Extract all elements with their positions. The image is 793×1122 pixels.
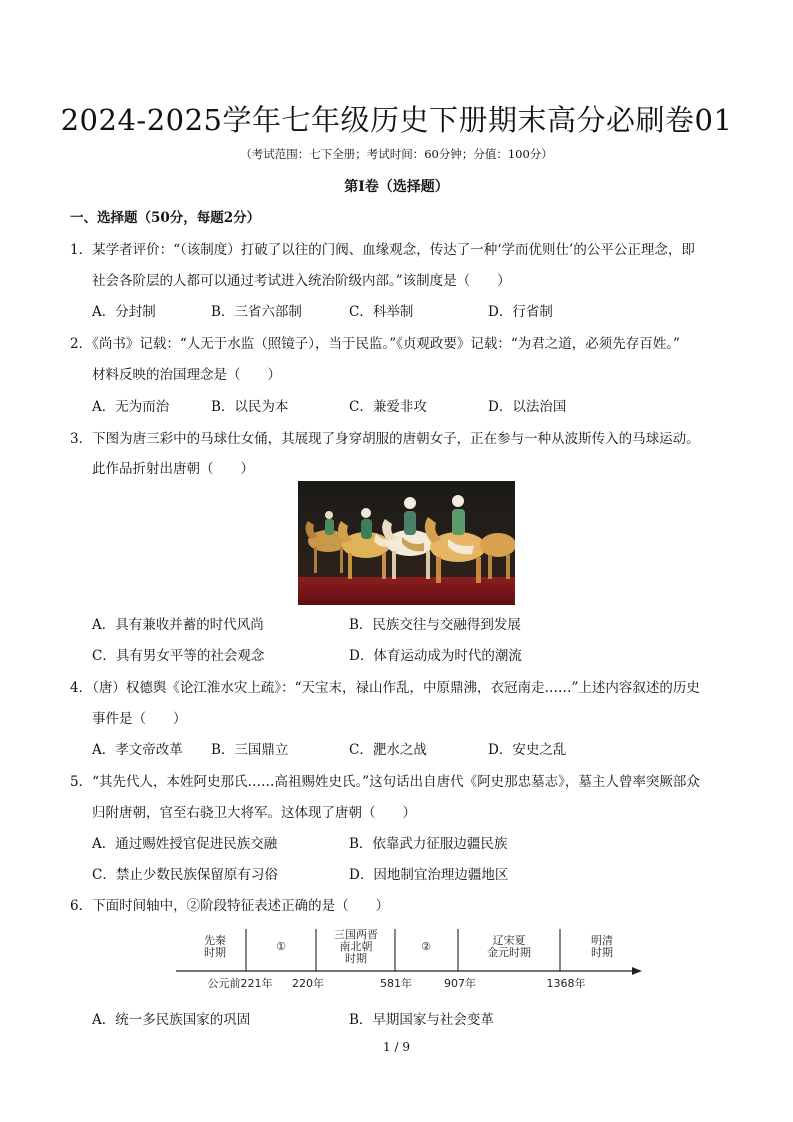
question-1-option-a: A．分封制 <box>92 304 156 320</box>
question-2-option-b: B．以民为本 <box>211 399 289 415</box>
timeline-tick-label: 581年 <box>380 977 412 990</box>
question-4-option-b: B．三国鼎立 <box>211 742 289 758</box>
timeline-segment-2: ② <box>421 940 431 953</box>
question-5-line-2: 归附唐朝，官至右骁卫大将军。这体现了唐朝（ ） <box>92 805 416 821</box>
question-5-option-b: B．依靠武力征服边疆民族 <box>349 836 508 852</box>
question-4-line-2: 事件是（ ） <box>92 711 187 727</box>
question-3-line-2: 此作品折射出唐朝（ ） <box>92 461 254 477</box>
section-title: 第Ⅰ卷（选择题） <box>344 179 449 195</box>
question-4-line-1: 4．（唐）权德舆《论江淮水灾上疏》：“天宝末，禄山作乱，中原鼎沸，衣冠南走……”上述内容叙述的历史 <box>70 680 700 696</box>
timeline-tick-label: 220年 <box>292 977 324 990</box>
question-1-line-2: 社会各阶层的人都可以通过考试进入统治阶级内部。”该制度是（ ） <box>92 273 511 289</box>
question-3-option-d: D．体育运动成为时代的潮流 <box>349 648 522 664</box>
question-4-option-c: C．淝水之战 <box>349 742 427 758</box>
question-6-line-1: 6．下面时间轴中，②阶段特征表述正确的是（ ） <box>70 898 390 914</box>
history-timeline <box>170 925 645 995</box>
timeline-segment-1: ① <box>276 940 286 953</box>
question-4-option-d: D．安史之乱 <box>488 742 567 758</box>
timeline-segment-ming-qing: 明清时期 <box>591 934 613 959</box>
question-3-option-a: A．具有兼收并蓄的时代风尚 <box>92 617 264 633</box>
tang-sancai-polo-figurines-photo <box>298 481 515 605</box>
question-5-option-d: D．因地制宜治理边疆地区 <box>349 867 509 883</box>
page-number: 1 / 9 <box>383 1040 410 1054</box>
question-4-option-a: A．孝文帝改革 <box>92 742 183 758</box>
question-2-line-1: 2．《尚书》记载：“人无于水监（照镜子），当于民监。”《贞观政要》记载：“为君之道，必须先存百姓。” <box>70 336 680 352</box>
question-5-line-1: 5．“其先代人，本姓阿史那氏……高祖赐姓史氏。”这句话出自唐代《阿史那忠墓志》，墓主人曾率突厥部众 <box>70 774 700 790</box>
question-2-option-c: C．兼爱非攻 <box>349 399 427 415</box>
exam-info: （考试范围：七下全册；考试时间：60分钟；分值：100分） <box>240 147 553 161</box>
question-2-line-2: 材料反映的治国理念是（ ） <box>92 367 281 383</box>
question-1-option-b: B．三省六部制 <box>211 304 302 320</box>
part-title: 一、选择题（50分，每题2分） <box>70 210 261 226</box>
timeline-segment-three-kingdoms: 三国两晋南北朝时期 <box>334 928 378 965</box>
timeline-tick-label: 1368年 <box>546 977 586 990</box>
question-5-option-a: A．通过赐姓授官促进民族交融 <box>92 836 278 852</box>
question-2-option-d: D．以法治国 <box>488 399 567 415</box>
timeline-tick-label: 公元前221年 <box>207 977 273 990</box>
question-1-option-c: C．科举制 <box>349 304 414 320</box>
question-3-line-1: 3．下图为唐三彩中的马球仕女俑，其展现了身穿胡服的唐朝女子，正在参与一种从波斯传入的马球运动。 <box>70 431 700 447</box>
timeline-segment-liao-song-xia-jin-yuan: 辽宋夏金元时期 <box>487 934 531 959</box>
question-2-option-a: A．无为而治 <box>92 399 170 415</box>
timeline-arrow-icon <box>632 967 642 975</box>
question-3-option-b: B．民族交往与交融得到发展 <box>349 617 521 633</box>
page-title: 2024-2025学年七年级历史下册期末高分必刷卷01 <box>60 103 733 137</box>
question-6-option-b: B．早期国家与社会变革 <box>349 1012 494 1028</box>
question-5-option-c: C．禁止少数民族保留原有习俗 <box>92 867 278 883</box>
question-6-option-a: A．统一多民族国家的巩固 <box>92 1012 251 1028</box>
timeline-tick-label: 907年 <box>444 977 476 990</box>
question-3-option-c: C．具有男女平等的社会观念 <box>92 648 265 664</box>
question-1-option-d: D．行省制 <box>488 304 553 320</box>
question-1-line-1: 1．某学者评价：“（该制度）打破了以往的门阀、血缘观念，传达了一种‘学而优则仕’的公平公正理念，即 <box>70 242 695 258</box>
timeline-segment-pre-qin: 先秦时期 <box>204 934 226 959</box>
